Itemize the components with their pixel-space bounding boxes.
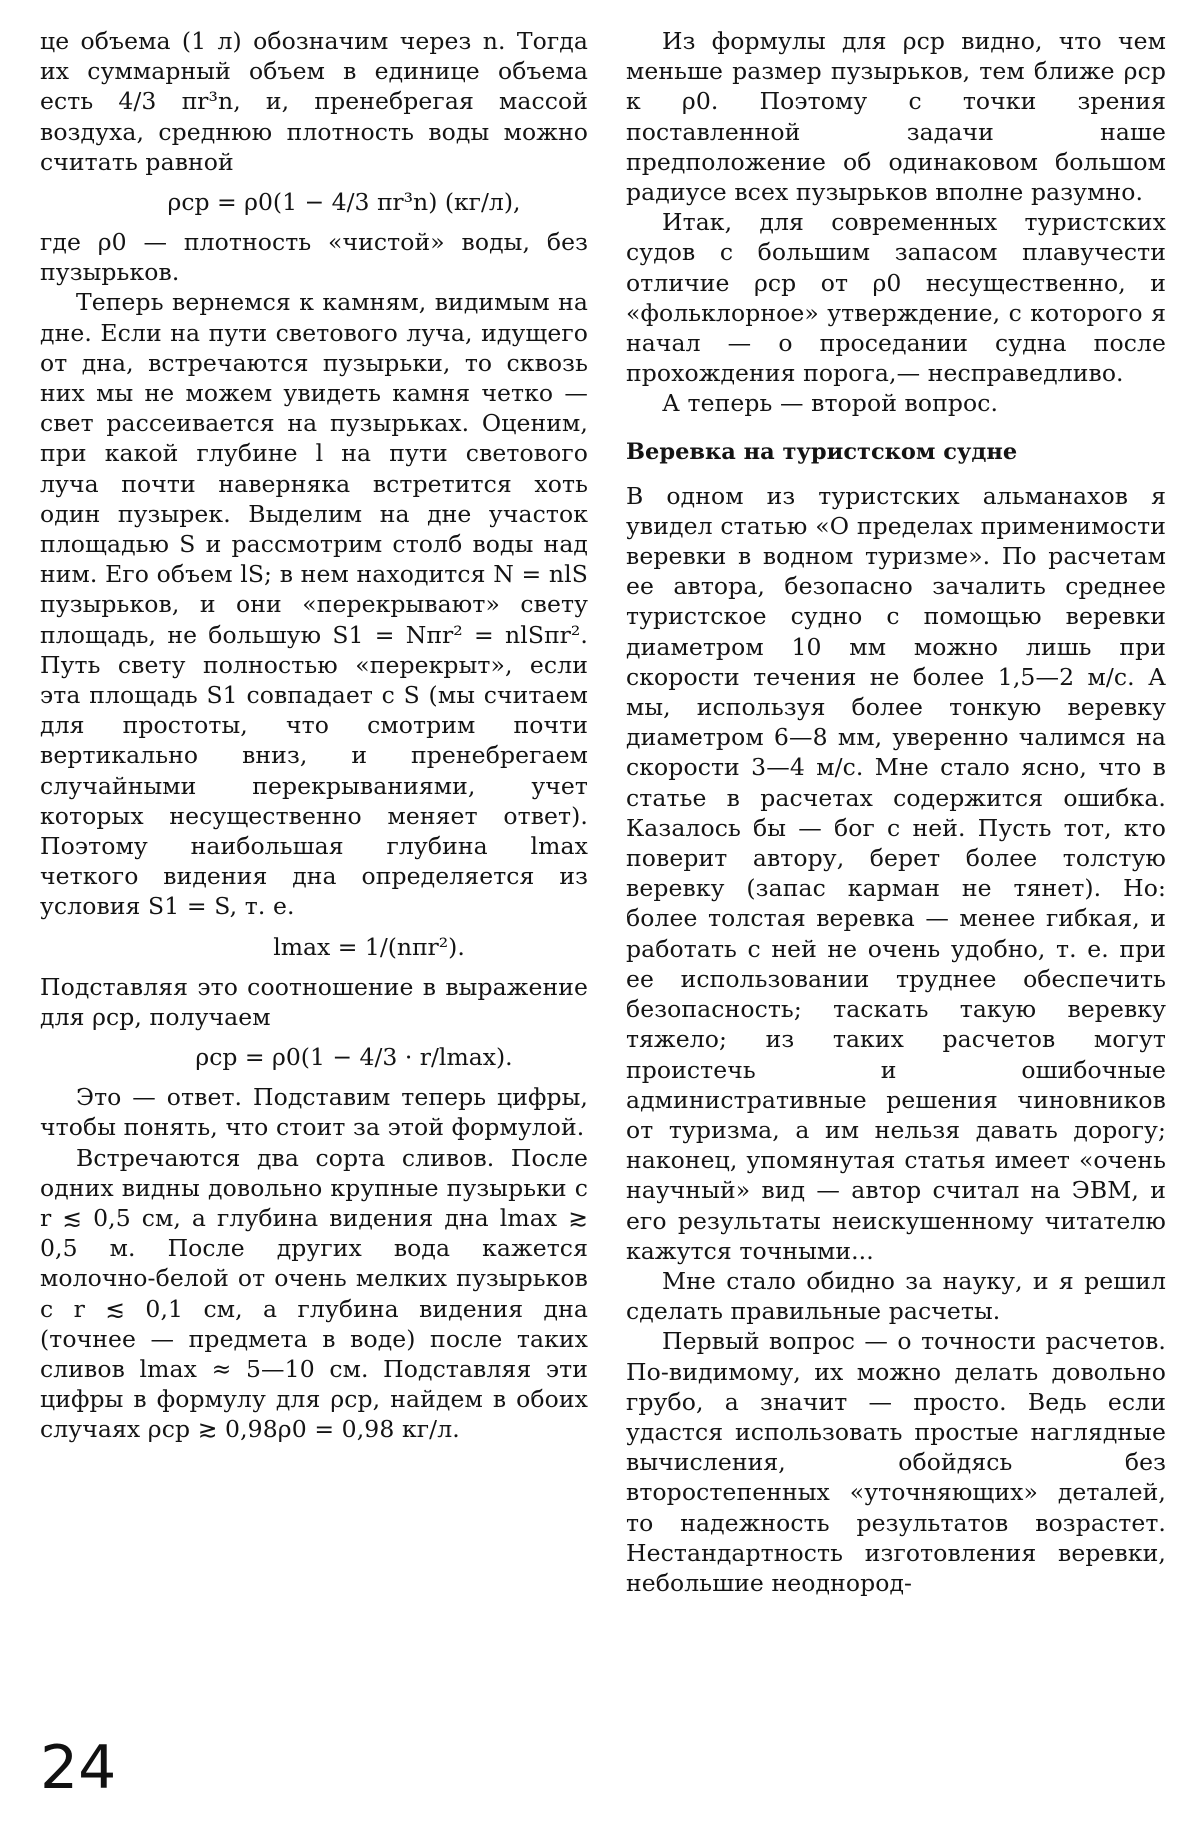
paragraph: Теперь вернемся к камням, видимым на дне. Если на пути светового луча, идущего от дна, встречаются пузырьки, то сквозь них мы не можем увидеть камня четко — свет рассеивается на пузырьках. Оценим, при какой глубине l на пути светового луча почти наверняка встретится хоть один пузырек. Выделим на дне участок площадью S и рассмотрим столб воды над ним. Его объем lS; в нем находится N = nlS пузырьков, и они «перекрывают» свету площадь, не большую S1 = Nπr² = nlSπr². Путь свету полностью «перекрыт», если эта площадь S1 совпадает с S (мы считаем для простоты, что смотрим почти вертикально вниз, и пренебрегаем случайными перекрываниями, учет которых несущественно меняет ответ). Поэтому наибольшая глубина lmax четкого видения дна определяется из условия S1 = S, т. е. [40, 288, 588, 921]
right-column [626, 26, 1166, 1598]
left-column [40, 26, 588, 1445]
formula-density-lmax: ρср = ρ0(1 − 4/3 · r/lmax). [195, 1043, 513, 1072]
page-number: 24 [40, 1733, 117, 1803]
paragraph: Это — ответ. Подставим теперь цифры, чтобы понять, что стоит за этой формулой. [40, 1083, 588, 1142]
paragraph: Из формулы для ρср видно, что чем меньше размер пузырьков, тем ближе ρср к ρ0. Поэтому с точки зрения поставленной задачи наше предположение об одинаковом большом радиусе всех пузырьков вполне разумно. [626, 27, 1166, 207]
formula-lmax: lmax = 1/(nπr²). [273, 932, 465, 961]
paragraph: Встречаются два сорта сливов. После одних видны довольно крупные пузырьки с r ≲ 0,5 см, а глубина видения дна lmax ≳ 0,5 м. После других вода кажется молочно-белой от очень мелких пузырьков с r ≲ 0,1 см, а глубина видения дна (точнее — предмета в воде) после таких сливов lmax ≈ 5—10 см. Подставляя эти цифры в формулу для ρср, найдем в обоих случаях ρср ≳ 0,98ρ0 = 0,98 кг/л. [40, 1143, 588, 1444]
paragraph: це объема (1 л) обозначим через n. Тогда их суммарный объем в единице объема есть 4/3 πr³n, и, пренебрегая массой воздуха, среднюю плотность воды можно считать равной [40, 27, 588, 176]
paragraph: А теперь — второй вопрос. [662, 389, 999, 418]
paragraph: Мне стало обидно за науку, и я решил сделать правильные расчеты. [626, 1266, 1166, 1326]
formula-density: ρср = ρ0(1 − 4/3 πr³n) (кг/л), [167, 188, 521, 217]
paragraph: где ρ0 — плотность «чистой» воды, без пузырьков. [40, 228, 588, 287]
paragraph: Первый вопрос — о точности расчетов. По-видимому, их можно делать довольно грубо, а значит — просто. Ведь если удастся использовать простые наглядные вычисления, обойдясь без второстепенных «уточняющих» деталей, то надежность результатов возрастет. Нестандартность изготовления веревки, небольшие неоднород- [626, 1327, 1166, 1597]
paragraph: В одном из туристских альманахов я увидел статью «О пределах применимости веревки в водном туризме». По расчетам ее автора, безопасно зачалить среднее туристское судно с помощью веревки диаметром 10 мм можно лишь при скорости течения не более 1,5—2 м/с. А мы, используя более тонкую веревку диаметром 6—8 мм, уверенно чалимся на скорости 3—4 м/с. Мне стало ясно, что в статье в расчетах содержится ошибка. Казалось бы — бог с ней. Пусть тот, кто поверит автору, берет более толстую веревку (запас карман не тянет). Но: более толстая веревка — менее гибкая, и работать с ней не очень удобно, т. е. при ее использовании труднее обеспечить безопасность; таскать такую веревку тяжело; из таких расчетов могут проистечь и ошибочные административные решения чиновников от туризма, а им нельзя давать дорогу; наконец, упомянутая статья имеет «очень научный» вид — автор считал на ЭВМ, и его результаты неискушенному читателю кажутся точными... [626, 481, 1166, 1265]
paragraph: Подставляя это соотношение в выражение для ρср, получаем [40, 972, 588, 1031]
section-title: Веревка на туристском судне [626, 438, 1018, 465]
paragraph: Итак, для современных туристских судов с большим запасом плавучести отличие ρср от ρ0 несущественно, и «фольклорное» утверждение, с которого я начал — о проседании судна после прохождения порога,— несправедливо. [626, 208, 1166, 388]
